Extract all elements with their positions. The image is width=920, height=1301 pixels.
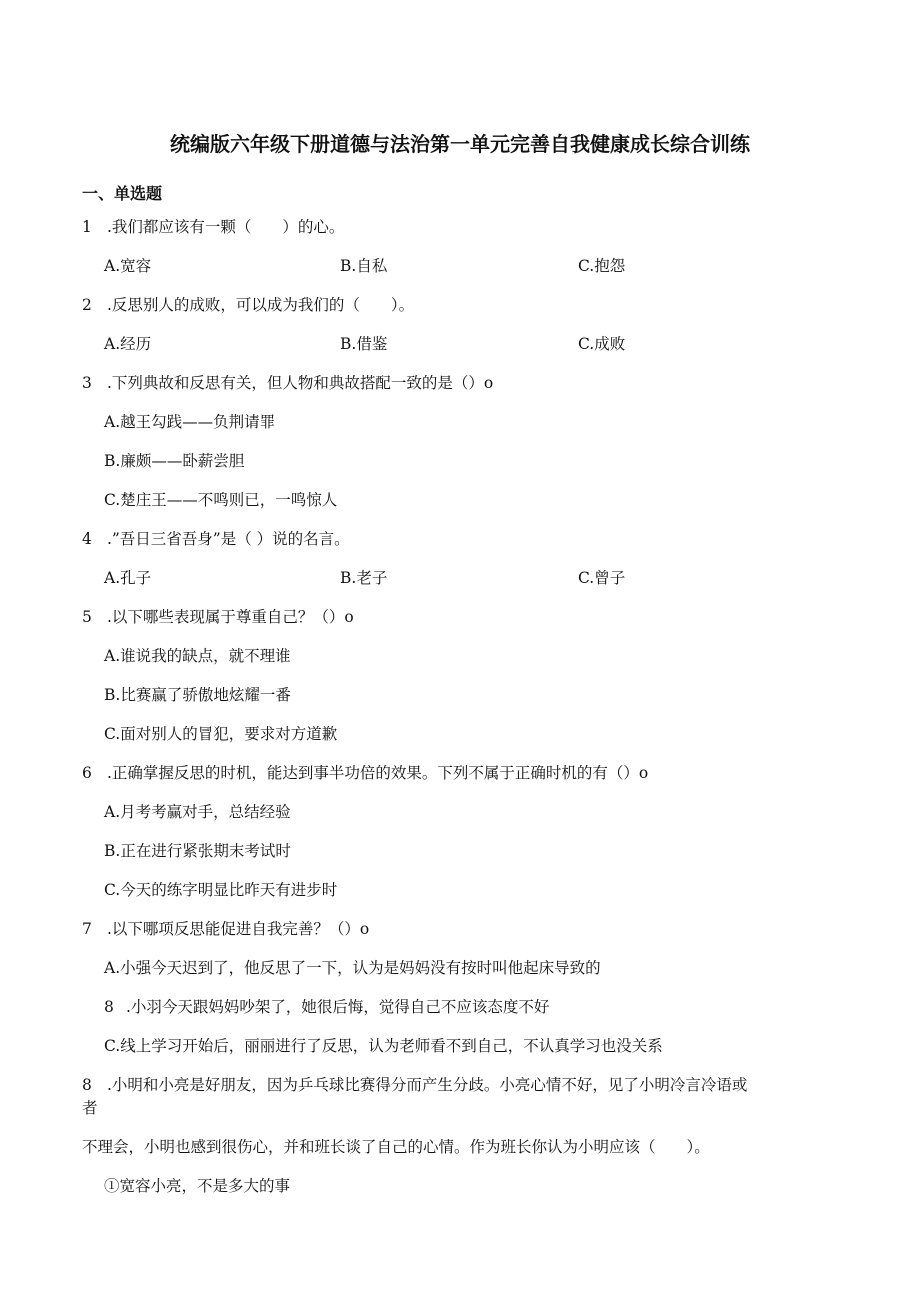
question-text: .以下哪项反思能促进自我完善？（）o xyxy=(106,920,370,938)
section-heading: 一、单选题 xyxy=(82,184,163,203)
question-7 xyxy=(82,917,369,939)
q4-option-c: C.曾子 xyxy=(578,569,626,587)
q4-option-b: B.老子 xyxy=(340,569,388,587)
q2-option-a: A.经历 xyxy=(104,335,152,353)
question-number: 5 xyxy=(82,608,92,626)
option-text: .小羽今天跟妈妈吵架了，她很后悔，觉得自己不应该态度不好 xyxy=(126,998,550,1016)
question-number: 8 xyxy=(82,1076,92,1094)
q6-option-c: C.今天的练字明显比昨天有进步时 xyxy=(104,881,338,899)
q2-option-c: C.成败 xyxy=(578,335,626,353)
question-text: .反思别人的成败，可以成为我们的（ ）。 xyxy=(106,296,415,314)
q8-item-1: ①宽容小亮，不是多大的事 xyxy=(104,1177,291,1195)
q5-option-b: B.比赛赢了骄傲地炫耀一番 xyxy=(104,686,291,704)
q3-option-b: B.廉颇——卧薪尝胆 xyxy=(104,452,245,470)
q1-option-a: A.宽容 xyxy=(104,257,152,275)
question-number: 6 xyxy=(82,764,92,782)
question-number: 1 xyxy=(82,218,92,236)
question-text: .我们都应该有一颗（ ）的心。 xyxy=(106,218,345,236)
question-text: .”吾日三省吾身”是（ ）说的名言。 xyxy=(106,530,350,548)
q3-option-c: C.楚庄王——不鸣则已，一鸣惊人 xyxy=(104,491,338,509)
question-3 xyxy=(82,371,493,393)
q7-option-c: C.线上学习开始后，丽丽进行了反思，认为老师看不到自己，不认真学习也没关系 xyxy=(104,1037,663,1055)
question-text: .以下哪些表现属于尊重自己？（）o xyxy=(106,608,354,626)
q3-option-a: A.越王勾践——负荆请罪 xyxy=(104,413,276,431)
question-text: .正确掌握反思的时机，能达到事半功倍的效果。下列不属于正确时机的有（）o xyxy=(106,764,649,782)
q7-option-a: A.小强今天迟到了，他反思了一下，认为是妈妈没有按时叫他起床导致的 xyxy=(104,959,601,977)
question-6 xyxy=(82,761,648,783)
question-2 xyxy=(82,293,414,315)
question-1 xyxy=(82,215,344,237)
question-text: .小明和小亮是好朋友，因为乒乓球比赛得分而产生分歧。小亮心情不好，见了小明冷言冷语或 xyxy=(106,1076,748,1094)
question-8-continued: 者 xyxy=(82,1099,98,1117)
question-number: 3 xyxy=(82,374,92,392)
q1-option-c: C.抱怨 xyxy=(578,257,626,275)
question-8-line-2: 不理会，小明也感到很伤心，并和班长谈了自己的心情。作为班长你认为小明应该（ ）。 xyxy=(82,1138,710,1156)
question-text: .下列典故和反思有关，但人物和典故搭配一致的是（）o xyxy=(106,374,494,392)
page-title: 统编版六年级下册道德与法治第一单元完善自我健康成长综合训练 xyxy=(170,132,750,156)
q7-option-b xyxy=(104,995,549,1017)
q5-option-a: A.谁说我的缺点，就不理谁 xyxy=(104,647,291,665)
q6-option-b: B.正在进行紧张期末考试时 xyxy=(104,842,291,860)
q1-option-b: B.自私 xyxy=(340,257,388,275)
question-8 xyxy=(82,1073,747,1095)
question-5 xyxy=(82,605,354,627)
q2-option-b: B.借鉴 xyxy=(340,335,388,353)
q5-option-c: C.面对别人的冒犯，要求对方道歉 xyxy=(104,725,338,743)
q4-option-a: A.孔子 xyxy=(104,569,152,587)
q6-option-a: A.月考考赢对手，总结经验 xyxy=(104,803,291,821)
question-number: 7 xyxy=(82,920,92,938)
question-4 xyxy=(82,527,350,549)
question-number: 4 xyxy=(82,530,92,548)
question-number: 2 xyxy=(82,296,92,314)
option-number: 8 xyxy=(104,998,114,1016)
